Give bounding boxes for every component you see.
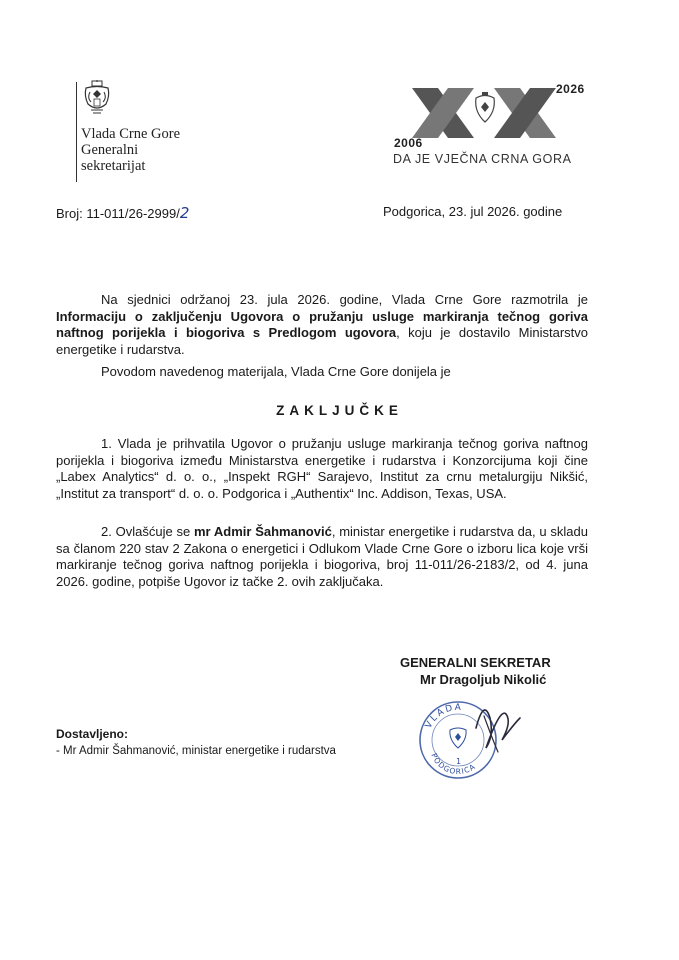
signatory-title: GENERALNI SEKRETAR [400,655,551,670]
p4-start: 2. Ovlašćuje se [101,524,191,539]
org-line-3: sekretarijat [81,158,146,174]
p1-intro: Na sjednici održanoj 23. jula 2026. godine, Vlada Crne Gore razmotrila je [101,292,588,307]
conclusion-1: 1. Vlada je prihvatila Ugovor o pružanju usluge markiranja tečnog goriva naftnog porijekla i biogoriva između Ministarstva energetike i rudarstva i Konzorcijuma koji čine „Labex Analytics“ d. o. o., „Inspekt RGH“ Sarajevo, Institut za crnu metalurgiju Nikšić, „Institut za transport“ d. o. o. Podgorica i „Authentix“ Inc. Addison, Texas, USA. [56,436,588,501]
anniversary-year-start: 2006 [394,136,423,150]
p1-end: , koju je dostavilo Ministarstvo energetike i rudarstva. [56,325,588,357]
official-stamp-icon [414,688,526,788]
org-line-2: Generalni [81,142,139,158]
reference-handwritten-suffix: 2 [179,204,190,222]
paragraph-intro [56,292,588,358]
conclusion-2 [56,524,588,590]
coat-of-arms-icon [82,80,112,118]
p1-bold: Informaciju o zaključenju Ugovora o pružanju usluge markiranja tečnog goriva naftnog porijekla i biogoriva s Predlogom ugovora [56,308,588,340]
stamp-bottom-text: PODGORICA [429,751,478,777]
anniversary-year-end: 2026 [556,82,585,96]
distribution-label: Dostavljeno: [56,727,129,741]
reference-number [56,204,189,222]
header-divider [76,82,77,182]
p4-bold: mr Admir Šahmanović [193,524,332,539]
signature-strokes [476,710,520,748]
conclusions-heading: ZAKLJUČKE [276,403,403,418]
paragraph-decision-intro: Povodom navedenog materijala, Vlada Crne Gore donijela je [101,364,451,379]
stamp-top-text: VLADA [423,702,463,731]
stamp-number: 1 [456,757,462,766]
signatory-name: Mr Dragoljub Nikolić [420,672,547,687]
document-date: Podgorica, 23. jul 2026. godine [383,204,563,219]
reference-number-text: Broj: 11-011/26-2999/ [56,206,180,221]
org-line-1: Vlada Crne Gore [81,126,181,142]
organization-name [81,126,180,174]
distribution-item: - Mr Admir Šahmanović, ministar energetike i rudarstva [56,745,336,757]
anniversary-motto: DA JE VJEČNA CRNA GORA [393,152,572,166]
p4-end: , ministar energetike i rudarstva da, u skladu sa članom 220 stav 2 Zakona o energetici i Odlukom Vlade Crne Gore o izboru lica koje vrši markiranje tečnog goriva naftnog porijekla i biogoriva, broj 11-011/26-2183/2, od 4. juna 2026. godine, potpiše Ugovor iz tačke 2. ovih zaključaka. [56,524,588,589]
